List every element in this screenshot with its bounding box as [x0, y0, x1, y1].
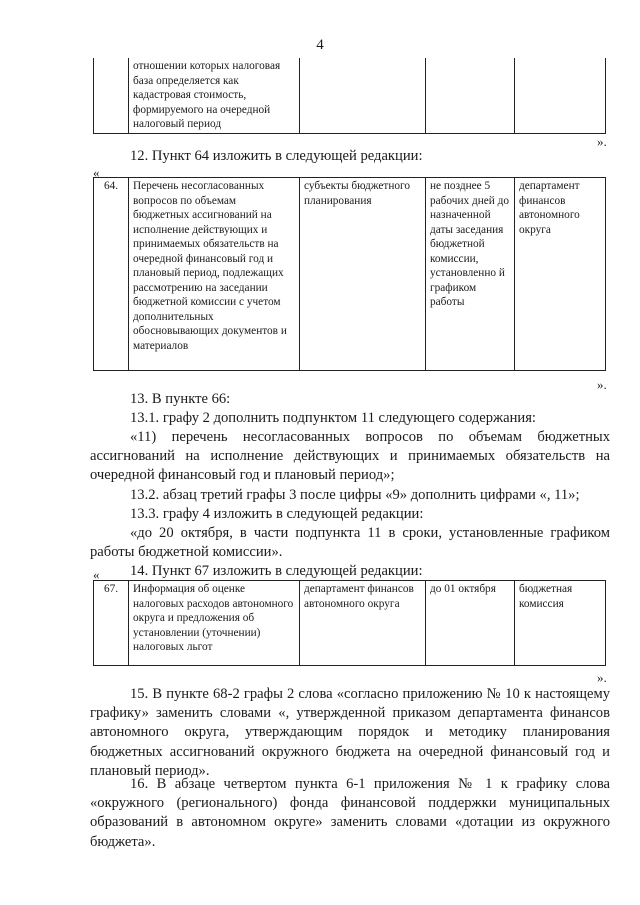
item-description: Перечень несогласованных вопросов по объемам бюджетных ассигнований на исполнение действующих и принимаемых обязательств на очередной финансовый год и плановый период, подлежащих рассмотрению на заседании бюджетной комиссии с учетом дополнительных обосновывающих документов и материалов	[129, 178, 300, 371]
table-row	[94, 178, 606, 371]
item-description: Информация об оценке налоговых расходов автономного округа и предложения об установлении (уточнении) налоговых льгот	[129, 581, 300, 666]
paragraph-13-1-text: «11) перечень несогласованных вопросов по объемам бюджетных ассигнований на исполнение действующих и принимаемых обязательств на очередной финансовый год и плановый период»;	[90, 429, 610, 484]
item-recipient: бюджетная комиссия	[515, 581, 606, 666]
paragraph-13-3-text: «до 20 октября, в части подпункта 11 в сроки, установленные графиком работы бюджетной комиссии».	[90, 525, 610, 561]
opening-quote-64: «	[93, 165, 100, 180]
row-number: 64.	[94, 178, 129, 371]
row-number: 67.	[94, 581, 129, 666]
table-cell-num	[94, 58, 129, 133]
item-responsible: субъекты бюджетного планирования	[300, 178, 426, 371]
opening-quote-67: «	[93, 567, 100, 582]
table-cell-empty	[300, 58, 426, 133]
paragraph-16: 16. В абзаце четвертом пункта 6-1 приложения № 1 к графику слова «окружного (регионального) фонда финансовой поддержки муниципальных образований в автономном округе» заменить словами «дотации из окружного бюджета».	[90, 776, 610, 850]
closing-quote-1: ».	[597, 134, 607, 149]
top-table-continuation	[93, 58, 606, 134]
page-number: 4	[316, 37, 324, 53]
closing-quote-2: ».	[597, 377, 607, 392]
item-recipient: департамент финансов автономного округа	[515, 178, 606, 371]
paragraph-13-3: 13.3. графу 4 изложить в следующей редакции:	[130, 506, 424, 522]
paragraph-13-2: 13.2. абзац третий графы 3 после цифры «9» дополнить цифрами «, 11»;	[130, 487, 580, 503]
paragraph-15: 15. В пункте 68-2 графы 2 слова «согласно приложению № 10 к настоящему графику» заменить словами «, утвержденной приказом департамента финансов автономного округа, утверждающим порядок и методику планирования бюджетных ассигнований окружного бюджета на очередной финансовый год и плановый период».	[90, 686, 610, 779]
table-cell-empty	[426, 58, 515, 133]
table-item-64	[93, 177, 606, 371]
paragraph-12: 12. Пункт 64 изложить в следующей редакции:	[130, 148, 423, 164]
table-cell-text: отношении которых налоговая база определяется как кадастровая стоимость, формируемого на очередной налоговый период	[129, 58, 300, 133]
table-row	[94, 58, 606, 133]
table-item-67	[93, 580, 606, 666]
table-cell-empty	[515, 58, 606, 133]
item-responsible: департамент финансов автономного округа	[300, 581, 426, 666]
table-row	[94, 581, 606, 666]
paragraph-14: 14. Пункт 67 изложить в следующей редакции:	[130, 563, 423, 579]
paragraph-13-1: 13.1. графу 2 дополнить подпунктом 11 следующего содержания:	[130, 410, 536, 426]
item-deadline: не позднее 5 рабочих дней до назначенной даты заседания бюджетной комиссии, установленно й графиком работы	[426, 178, 515, 371]
paragraph-13: 13. В пункте 66:	[130, 391, 231, 407]
closing-quote-3: ».	[597, 670, 607, 685]
item-deadline: до 01 октября	[426, 581, 515, 666]
